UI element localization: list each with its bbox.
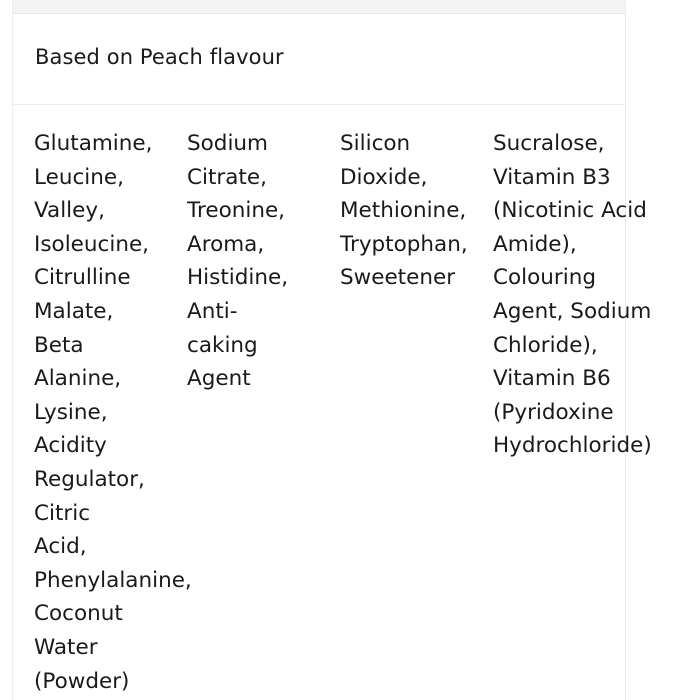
ingredient-line: Vitamin B3: [493, 164, 611, 190]
ingredient-line: Glutamine,: [34, 131, 153, 156]
ingredient-line: Acid,: [34, 534, 87, 560]
ingredient-line: caking: [187, 332, 258, 358]
ingredient-line: Valley,: [34, 198, 105, 224]
ingredients-column-2: [187, 127, 337, 396]
heading-row: [13, 14, 625, 105]
ingredient-line: Histidine,: [187, 265, 289, 291]
ingredient-line: Citrate,: [187, 164, 267, 190]
ingredient-line: Chloride),: [493, 332, 598, 358]
ingredient-line: Coconut: [34, 601, 123, 627]
ingredient-line: Anti-: [187, 298, 238, 324]
ingredient-line: Leucine,: [34, 164, 124, 190]
ingredient-line: Sodium: [187, 131, 268, 156]
ingredient-line: Phenylalanine,: [34, 567, 192, 593]
ingredient-line: Colouring: [493, 265, 597, 291]
ingredient-line: Tryptophan,: [340, 231, 468, 257]
ingredient-line: Aroma,: [187, 231, 265, 257]
top-strip: [13, 0, 625, 14]
ingredient-line: Methionine,: [340, 198, 467, 224]
ingredient-line: Treonine,: [187, 198, 286, 224]
ingredient-line: Agent, Sodium: [493, 298, 652, 324]
flavour-heading: Based on Peach flavour: [35, 45, 284, 69]
ingredient-line: (Nicotinic Acid: [493, 198, 647, 224]
ingredient-line: Sucralose,: [493, 131, 605, 156]
ingredient-line: Hydrochloride): [493, 433, 652, 459]
ingredient-line: (Pyridoxine: [493, 399, 614, 425]
ingredient-line: Acidity: [34, 433, 107, 459]
ingredient-line: Vitamin B6: [493, 366, 611, 392]
ingredient-line: Lysine,: [34, 399, 108, 425]
ingredient-line: Regulator,: [34, 466, 145, 492]
ingredients-column-1: [34, 127, 192, 698]
ingredient-line: Malate,: [34, 298, 114, 324]
ingredient-line: Isoleucine,: [34, 231, 150, 257]
ingredient-line: Silicon: [340, 131, 411, 156]
ingredient-line: Citric: [34, 500, 91, 526]
ingredient-line: Citrulline: [34, 265, 131, 291]
ingredient-line: Alanine,: [34, 366, 122, 392]
ingredients-column-4: [493, 127, 680, 463]
ingredients-column-3: [340, 127, 490, 295]
ingredient-line: Sweetener: [340, 265, 456, 291]
ingredient-line: Amide),: [493, 231, 577, 257]
ingredient-line: (Powder): [34, 668, 130, 694]
ingredient-line: Beta: [34, 332, 84, 358]
ingredient-line: Dioxide,: [340, 164, 428, 190]
ingredient-line: Agent: [187, 366, 251, 392]
ingredient-line: Water: [34, 634, 98, 660]
